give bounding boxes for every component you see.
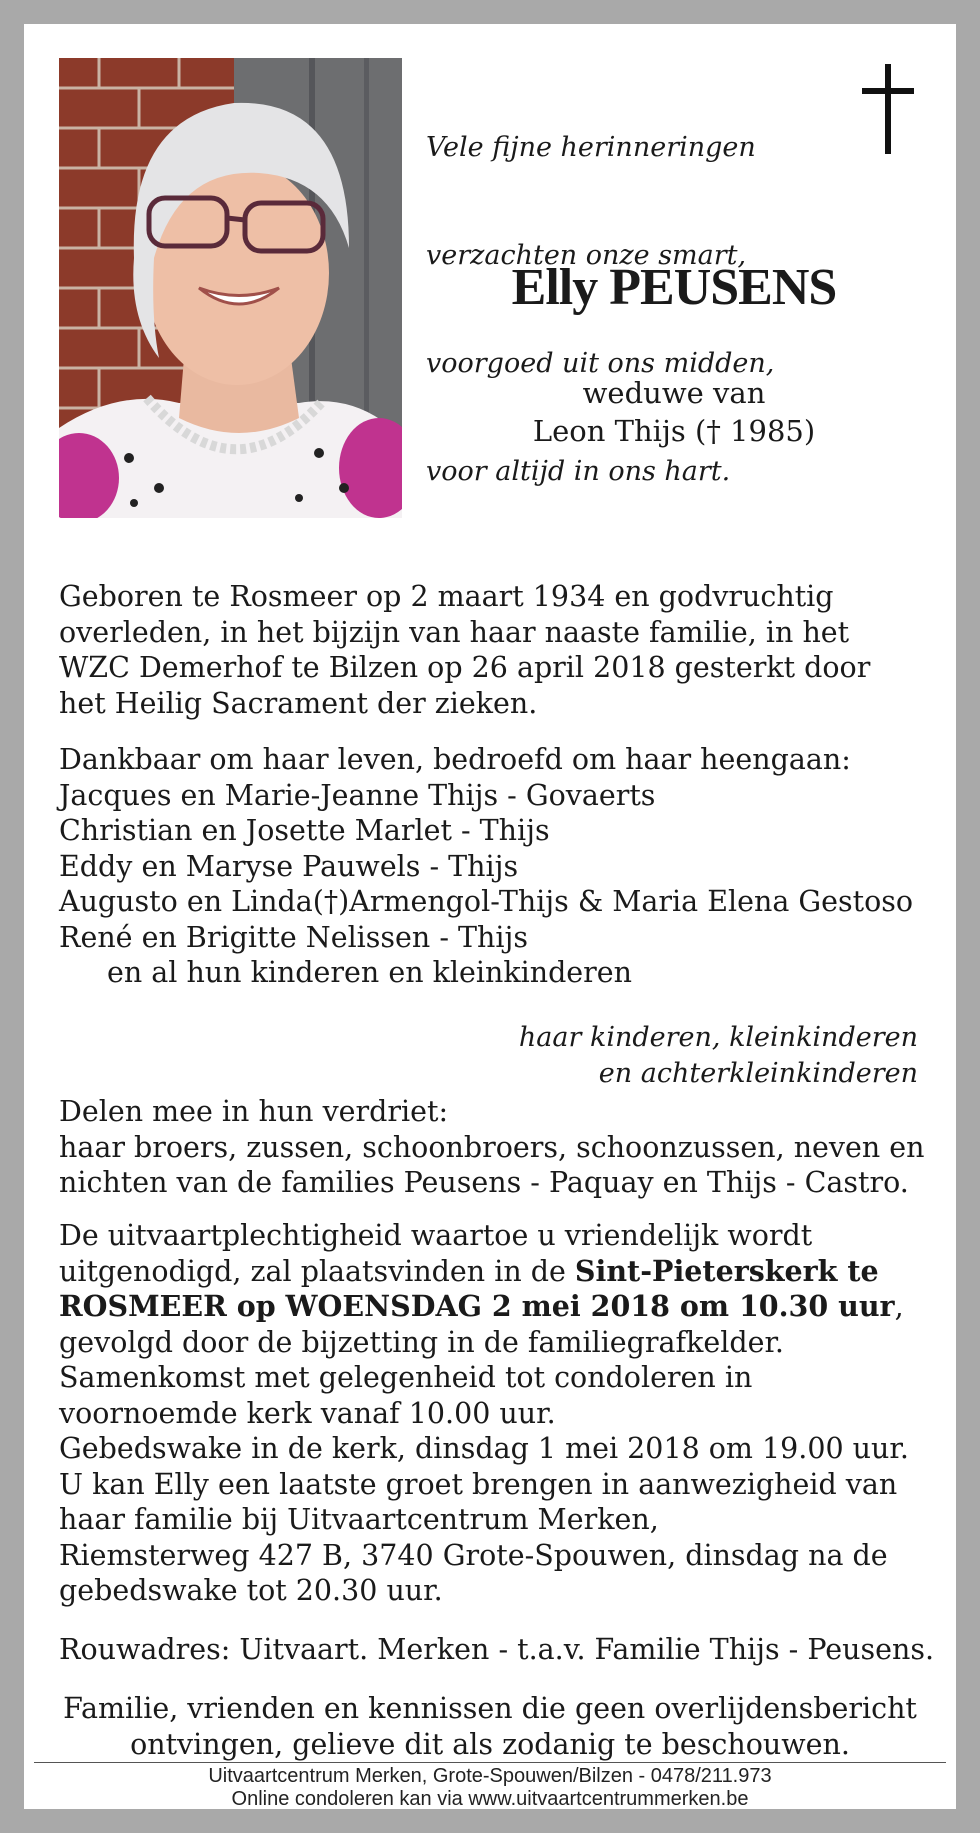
text-line: overleden, in het bijzijn van haar naaste familie, in het <box>59 615 850 649</box>
portrait-photo <box>59 58 402 518</box>
family-list <box>59 742 939 991</box>
family-member: René en Brigitte Nelissen - Thijs <box>59 920 528 954</box>
text-line: voornoemde kerk vanaf 10.00 uur. <box>59 1396 556 1430</box>
funeral-date: ROSMEER op WOENSDAG 2 mei 2018 om 10.30 uur <box>59 1289 895 1323</box>
text-line: het Heilig Sacrament der zieken. <box>59 686 538 720</box>
portrait-illustration <box>59 58 402 518</box>
text-line: gebedswake tot 20.30 uur. <box>59 1574 443 1607</box>
text-line: gevolgd door de bijzetting in de familiegrafkelder. <box>59 1325 784 1359</box>
poem-line: voor altijd in ons hart. <box>426 456 731 487</box>
text-line: U kan Elly een laatste groet brengen in aanwezigheid van <box>59 1467 898 1501</box>
family-member: Augusto en Linda(†)Armengol-Thijs & Maria Elena Gestoso <box>59 885 914 918</box>
family-member: Jacques en Marie-Jeanne Thijs - Govaerts <box>59 778 656 812</box>
text-line <box>59 1289 939 1325</box>
mourning-address <box>59 1632 939 1668</box>
family-member: Eddy en Maryse Pauwels - Thijs <box>59 849 519 883</box>
latin-cross-icon <box>862 64 914 158</box>
page-frame <box>10 10 970 1823</box>
poem-line: voorgoed uit ons midden, <box>426 348 775 379</box>
footer-line: Online condoleren kan via www.uitvaartcentrummerken.be <box>231 1788 749 1810</box>
text-line: Samenkomst met gelegenheid tot condoleren in <box>59 1361 753 1394</box>
text-line: Gebedswake in de kerk, dinsdag 1 mei 2018 om 19.00 uur. <box>59 1432 909 1465</box>
family-signature <box>418 1020 918 1092</box>
closing-line: Familie, vrienden en kennissen die geen overlijdensbericht <box>63 1692 917 1725</box>
family-intro: Dankbaar om haar leven, bedroefd om haar heengaan: <box>59 743 851 776</box>
text-line: WZC Demerhof te Bilzen op 26 april 2018 gesterkt door <box>59 651 871 684</box>
family-member: Christian en Josette Marlet - Thijs <box>59 814 550 847</box>
footer-divider <box>34 1762 946 1763</box>
address-line: Rouwadres: Uitvaart. Merken - t.a.v. Familie Thijs - Peusens. <box>59 1633 935 1666</box>
text-span: , <box>894 1290 904 1323</box>
footer-line: Uitvaartcentrum Merken, Grote-Spouwen/Bilzen - 0478/211.973 <box>208 1765 772 1787</box>
obituary-card <box>24 24 956 1809</box>
birth-death-paragraph <box>59 579 939 721</box>
signature-line: en achterkleinkinderen <box>598 1058 918 1089</box>
deceased-name: Elly PEUSENS <box>511 259 837 316</box>
children-line: en al hun kinderen en kleinkinderen <box>107 956 633 989</box>
footer <box>34 1765 946 1811</box>
spouse-name: Leon Thijs († 1985) <box>532 414 816 448</box>
text-line: De uitvaartplechtigheid waartoe u vriendelijk wordt <box>59 1219 813 1252</box>
poem-line: Vele fijne herinneringen <box>426 132 756 163</box>
widow-label: weduwe van <box>582 376 766 410</box>
text-line: Riemsterweg 427 B, 3740 Grote-Spouwen, dinsdag na de <box>59 1538 888 1572</box>
sharing-paragraph <box>59 1094 939 1201</box>
text-line: Geboren te Rosmeer op 2 maart 1934 en godvruchtig <box>59 580 834 613</box>
widow-block <box>454 374 894 450</box>
signature-line: haar kinderen, kleinkinderen <box>518 1022 918 1053</box>
church-name: Sint-Pieterskerk te <box>574 1253 879 1288</box>
text-line: haar broers, zussen, schoonbroers, schoonzussen, neven en <box>59 1130 925 1164</box>
closing-notice <box>44 1691 936 1763</box>
text-span: uitgenodigd, zal plaatsvinden in de <box>59 1254 575 1288</box>
text-line <box>59 1254 939 1290</box>
closing-line: ontvingen, gelieve dit als zodanig te beschouwen. <box>130 1728 850 1761</box>
sharing-intro: Delen mee in hun verdriet: <box>59 1095 449 1128</box>
text-line: nichten van de families Peusens - Paquay en Thijs - Castro. <box>59 1166 909 1199</box>
poem-line: verzachten onze smart, <box>426 240 747 271</box>
text-line: haar familie bij Uitvaartcentrum Merken, <box>59 1503 659 1536</box>
funeral-paragraph <box>59 1218 939 1609</box>
